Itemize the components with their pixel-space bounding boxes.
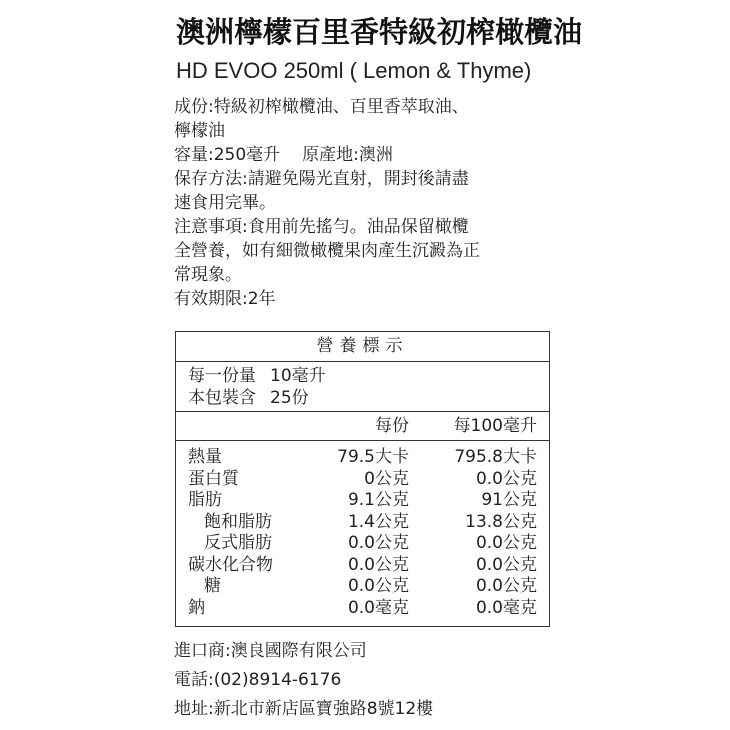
servings-label: 本包裝含 xyxy=(188,388,256,408)
serving-size-line xyxy=(188,365,326,387)
notice-line: 常現象。 xyxy=(174,265,242,285)
notice-line: 全營養，如有細微橄欖果肉產生沉澱為正 xyxy=(174,241,480,261)
nutrition-table xyxy=(175,331,550,627)
table-row xyxy=(176,490,549,512)
importer-line: 進口商:澳良國際有限公司 xyxy=(174,641,367,661)
nutrient-per-100ml: 13.8公克 xyxy=(465,511,537,532)
table-row xyxy=(176,555,549,577)
serving-size-value: 10毫升 xyxy=(270,366,326,386)
origin-text: 原產地:澳洲 xyxy=(302,145,393,165)
nutrient-per-100ml: 0.0公克 xyxy=(475,554,537,575)
nutrient-per-serving: 0.0毫克 xyxy=(347,597,409,618)
table-row xyxy=(176,512,549,534)
nutrition-rows xyxy=(176,447,549,619)
nutrient-per-100ml: 0.0公克 xyxy=(475,576,537,596)
ingredients-line: 檸檬油 xyxy=(174,121,225,141)
nutrient-per-serving: 0.0公克 xyxy=(347,533,409,553)
table-row xyxy=(176,576,549,598)
table-row xyxy=(176,447,549,469)
nutrient-per-100ml: 91公克 xyxy=(481,490,537,510)
nutrient-name: 碳水化合物 xyxy=(188,554,273,575)
ingredients-line: 成份:特級初榨橄欖油、百里香萃取油、 xyxy=(174,97,469,117)
nutrient-name: 蛋白質 xyxy=(188,468,239,489)
nutrient-name: 飽和脂肪 xyxy=(204,511,272,532)
address-line: 地址:新北市新店區寶強路8號12樓 xyxy=(174,699,434,719)
phone-line: 電話:(02)8914-6176 xyxy=(174,670,342,690)
serving-size-label: 每一份量 xyxy=(188,366,256,386)
nutrient-per-serving: 0.0公克 xyxy=(347,554,409,575)
nutrient-per-100ml: 0.0公克 xyxy=(475,533,537,553)
table-row xyxy=(176,533,549,555)
column-per-100ml: 每100毫升 xyxy=(453,416,537,436)
nutrient-per-serving: 0.0公克 xyxy=(347,576,409,596)
column-per-serving: 每份 xyxy=(375,416,409,436)
nutrient-per-serving: 0公克 xyxy=(364,468,409,489)
nutrient-per-serving: 9.1公克 xyxy=(347,490,409,510)
shelf-life-line: 有效期限:2年 xyxy=(174,289,276,309)
nutrient-name: 鈉 xyxy=(188,597,205,618)
nutrient-name: 糖 xyxy=(204,576,221,596)
nutrient-name: 脂肪 xyxy=(188,490,222,510)
nutrient-per-100ml: 795.8大卡 xyxy=(454,447,537,467)
product-subtitle: HD EVOO 250ml ( Lemon & Thyme) xyxy=(176,58,532,83)
nutrient-per-serving: 79.5大卡 xyxy=(337,447,409,467)
serving-info xyxy=(188,365,326,409)
servings-line xyxy=(188,387,326,409)
notice-line: 注意事項:食用前先搖勻。油品保留橄欖 xyxy=(174,217,469,237)
storage-line: 速食用完畢。 xyxy=(174,193,276,213)
volume-origin-line xyxy=(174,143,574,167)
nutrient-name: 熱量 xyxy=(188,447,222,467)
nutrient-per-100ml: 0.0毫克 xyxy=(475,597,537,618)
storage-line: 保存方法:請避免陽光直射，開封後請盡 xyxy=(174,169,469,189)
servings-value: 25份 xyxy=(270,388,309,408)
product-info xyxy=(174,95,574,311)
nutrition-header: 營養標示 xyxy=(176,332,549,362)
importer-info xyxy=(174,637,433,724)
nutrition-column-headers xyxy=(176,411,549,441)
table-row xyxy=(176,469,549,491)
nutrient-name: 反式脂肪 xyxy=(204,533,272,553)
nutrient-per-100ml: 0.0公克 xyxy=(475,468,537,489)
volume-text: 容量:250毫升 xyxy=(174,145,281,165)
product-title: 澳洲檸檬百里香特級初榨橄欖油 xyxy=(176,15,583,49)
nutrient-per-serving: 1.4公克 xyxy=(347,511,409,532)
table-row xyxy=(176,598,549,620)
